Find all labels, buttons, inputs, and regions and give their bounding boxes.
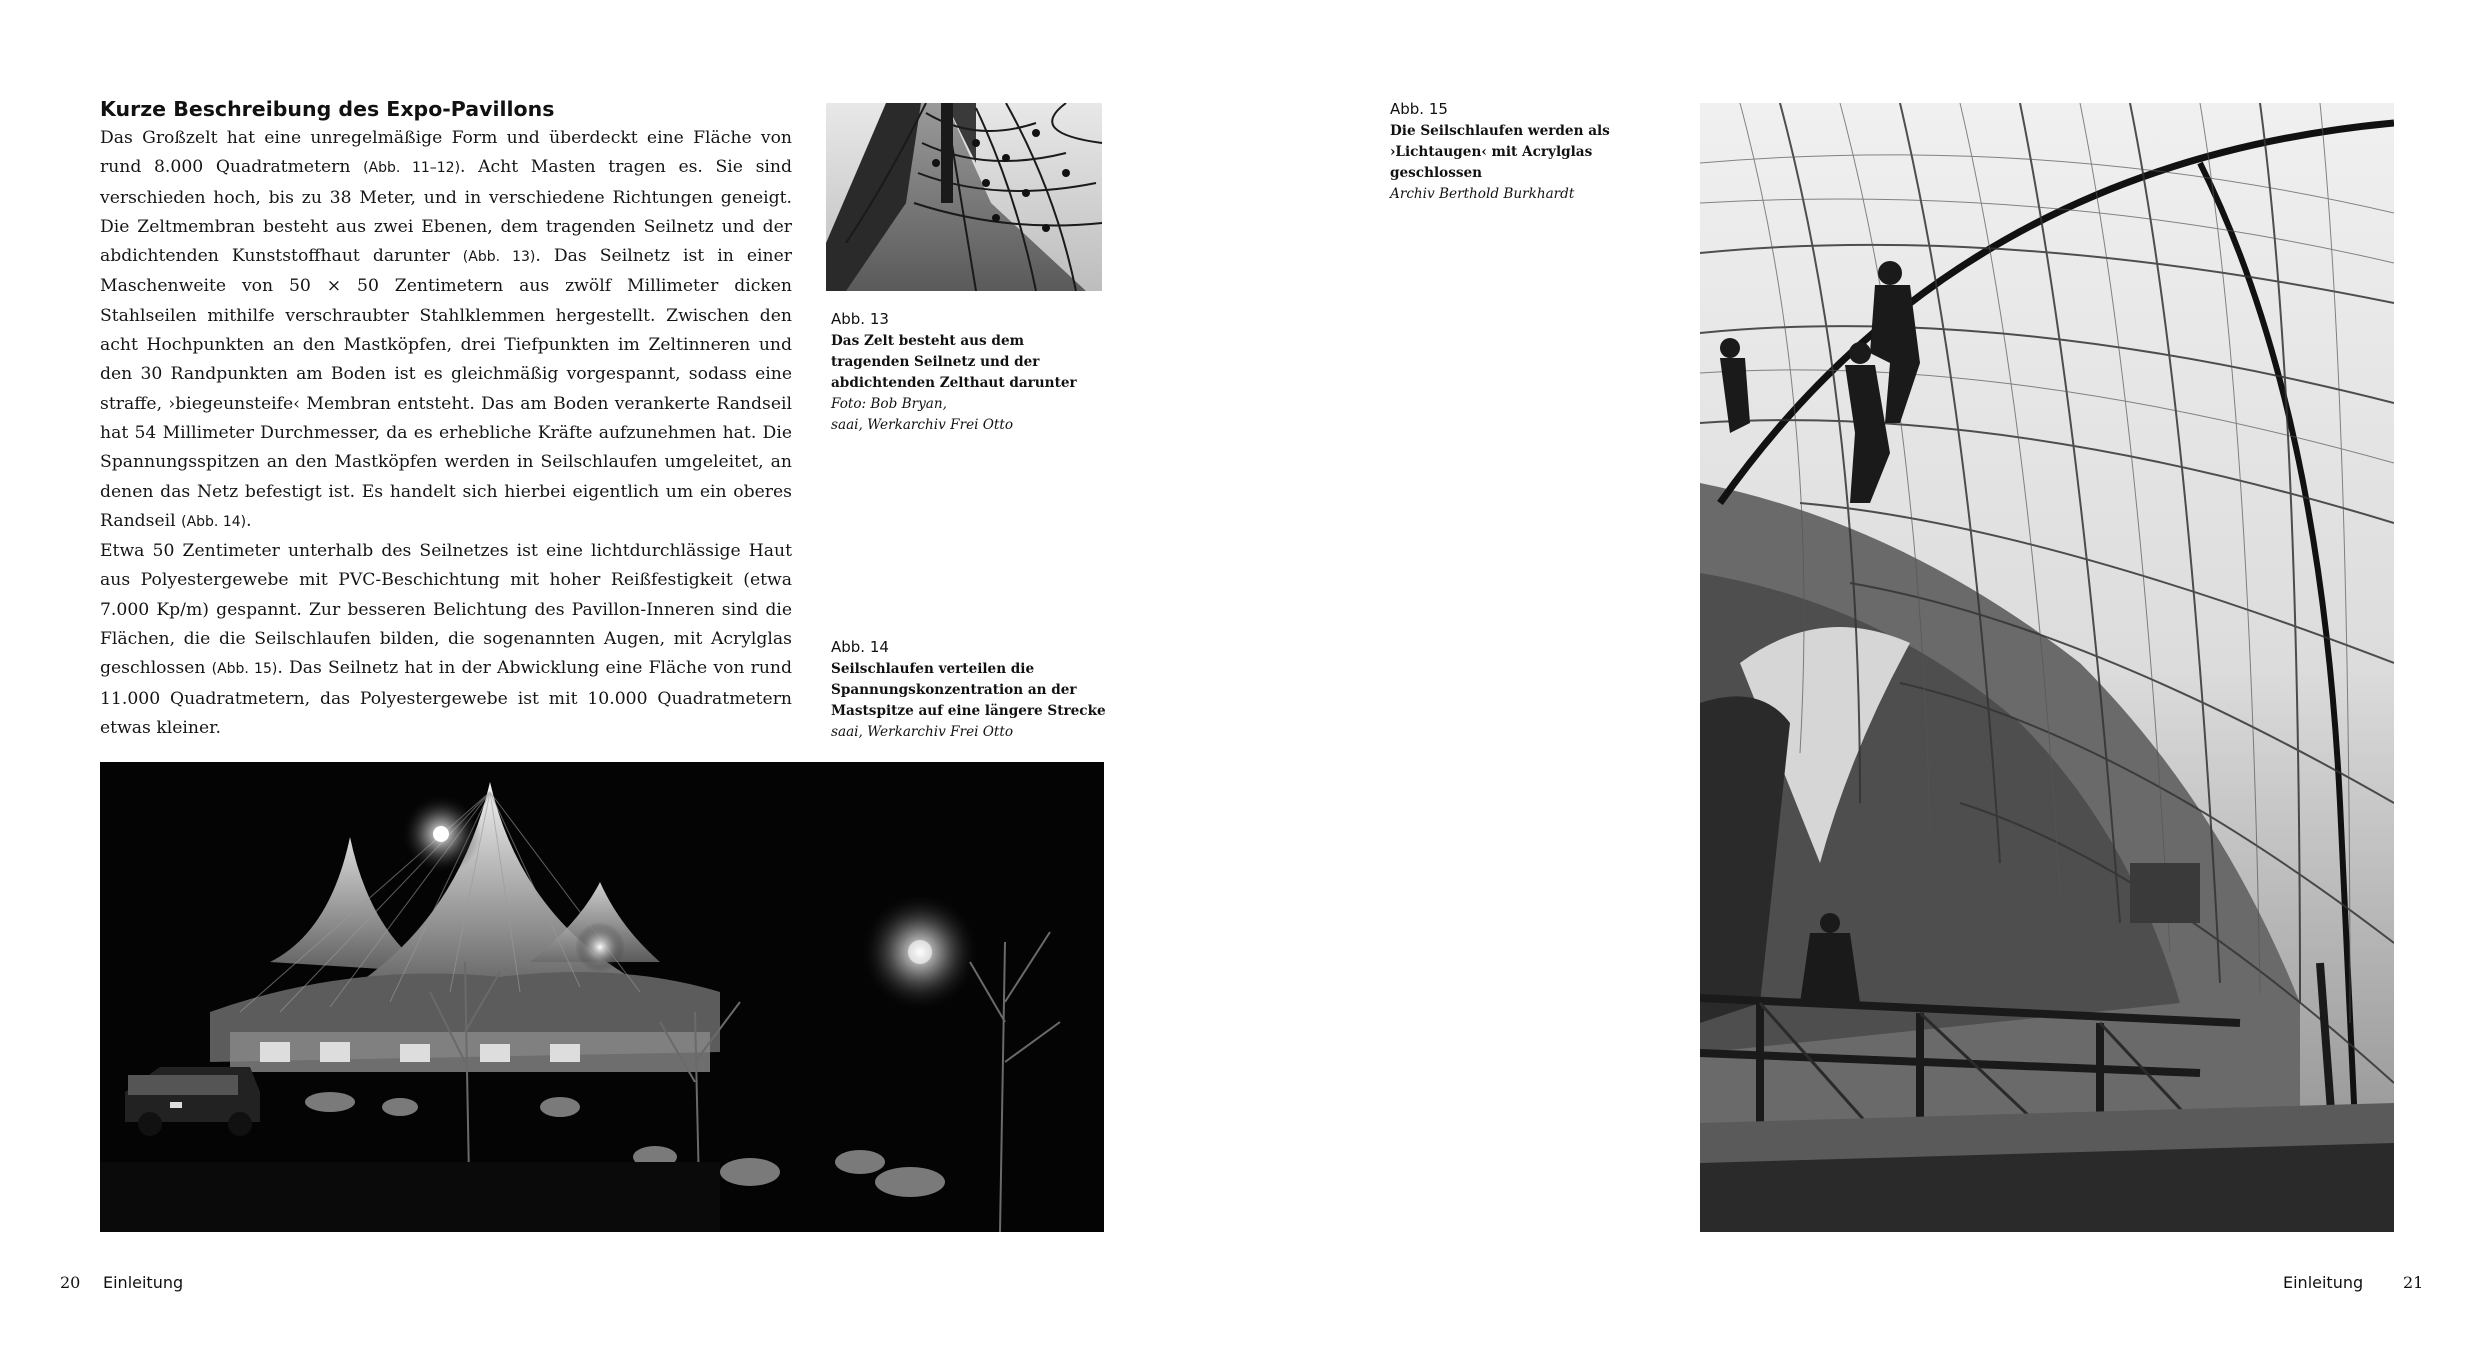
paragraph-1: [100, 124, 792, 537]
photo-pavilion-night-drawing: [100, 762, 1104, 1232]
caption-text: Seilschlaufen verteilen die Spannungskonzentration an der Mastspitze auf eine längere Strecke: [831, 661, 1106, 719]
caption-credit: saai, Werkarchiv Frei Otto: [831, 724, 1014, 740]
page-number-right: 21: [2403, 1273, 2424, 1292]
figure-reference: (Abb. 14): [181, 513, 247, 530]
caption-label: Abb. 14: [831, 638, 889, 656]
photo-pavilion-night: [100, 762, 1104, 1232]
photo-abb-13-drawing: [826, 103, 1102, 291]
caption-text: Die Seilschlaufen werden als ›Lichtaugen‹ mit Acrylglas geschlossen: [1390, 123, 1610, 181]
caption-credit: Archiv Berthold Burkhardt: [1390, 186, 1575, 202]
body-text: [100, 124, 792, 743]
photo-abb-13: [826, 103, 1102, 291]
caption-label: Abb. 15: [1390, 100, 1448, 118]
figure-reference: (Abb. 15): [211, 661, 278, 678]
page-number-left: 20: [60, 1273, 81, 1292]
photo-abb-15: [1700, 103, 2394, 1232]
caption-abb-13: [831, 309, 1101, 436]
running-footer-right: Einleitung: [2283, 1273, 2364, 1292]
section-heading: Kurze Beschreibung des Expo-Pavillons: [100, 97, 555, 121]
paragraph-2: [100, 537, 792, 743]
text-run: Das Großzelt hat eine unregelmäßige Form und überdeckt eine Fläche von rund 8.000 Quadratmetern: [100, 128, 792, 178]
caption-label: Abb. 13: [831, 310, 889, 328]
caption-credit: Foto: Bob Bryan,: [831, 396, 947, 412]
figure-reference: (Abb. 11–12): [363, 160, 461, 177]
figure-reference: (Abb. 13): [462, 249, 536, 266]
text-run: Etwa 50 Zentimeter unterhalb des Seilnetzes ist eine lichtdurchlässige Haut aus Polyestergewebe mit PVC-Beschichtung mit hoher Reißfestigkeit (etwa 7.000 Kp/m) gespannt. Zur besseren Belichtung des Pavillon-Inneren sind die Flächen, die die Seilschlaufen bilden, die sogenannten Augen, mit Acrylglas geschlossen: [100, 541, 792, 679]
text-run: .: [246, 510, 252, 531]
caption-text: Das Zelt besteht aus dem tragenden Seilnetz und der abdichtenden Zelthaut darunter: [831, 333, 1077, 391]
caption-abb-15: [1390, 99, 1680, 205]
text-run: . Das Seilnetz hat in der Abwicklung eine Fläche von rund 11.000 Quadratmetern, das Polyestergewebe ist mit 10.000 Quadratmetern etwas kleiner.: [100, 658, 792, 738]
caption-abb-14: [831, 637, 1111, 743]
running-footer-left: Einleitung: [103, 1273, 184, 1292]
caption-credit: saai, Werkarchiv Frei Otto: [831, 417, 1014, 433]
text-run: . Das Seilnetz ist in einer Maschenweite von 50 × 50 Zentimetern aus zwölf Millimeter dicken Stahlseilen mithilfe verschraubter Stahlklemmen hergestellt. Zwischen den acht Hochpunkten an den Mastköpfen, drei Tiefpunkten im Zeltinneren und den 30 Randpunkten am Boden ist es gleichmäßig vorgespannt, sodass eine straffe, ›biegeunsteife‹ Membran entsteht. Das am Boden verankerte Randseil hat 54 Millimeter Durchmesser, da es erhebliche Kräfte aufzunehmen hat. Die Spannungsspitzen an den Mastköpfen werden in Seilschlaufen umgeleitet, an denen das Netz befestigt ist. Es handelt sich hierbei eigentlich um ein oberes Randseil: [100, 246, 792, 531]
photo-abb-15-drawing: [1700, 103, 2394, 1232]
text-run: . Acht Masten tragen es. Sie sind verschieden hoch, bis zu 38 Meter, und in verschiedene Richtungen geneigt. Die Zeltmembran besteht aus zwei Ebenen, dem tragenden Seilnetz und der abdichtenden Kunststoffhaut darunter: [100, 157, 792, 267]
